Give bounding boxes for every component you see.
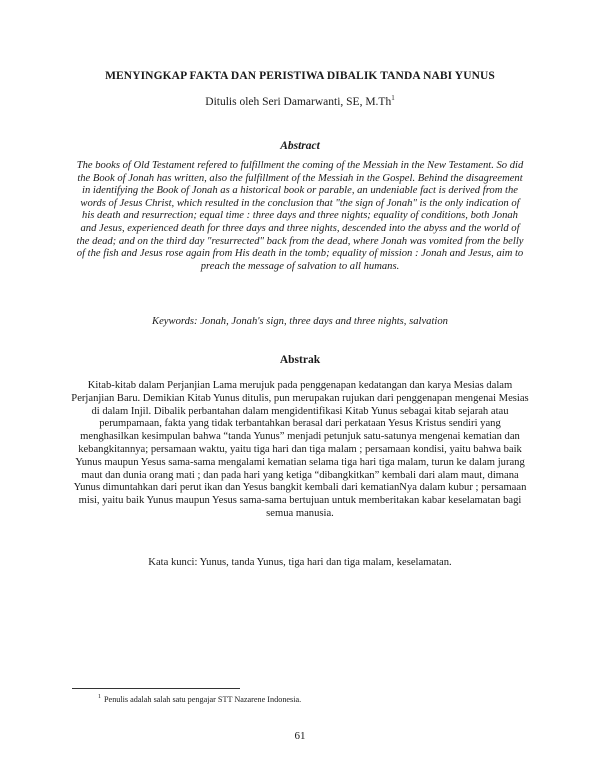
footnote-text: Penulis adalah salah satu pengajar STT Nazarene Indonesia. xyxy=(104,695,302,704)
keywords-id: Kata kunci: Yunus, tanda Yunus, tiga hari dan tiga malam, keselamatan. xyxy=(148,557,452,568)
abstract-heading-en: Abstract xyxy=(280,140,320,152)
abstract-body-id: Kitab-kitab dalam Perjanjian Lama merujuk pada penggenapan kedatangan dan karya Mesias dalam Perjanjian Baru. Demikian Kitab Yunus ditulis, pun merupakan rujukan dari penggenapan mengenai Mesias di dalam Injil. Dibalik perbantahan dalam mengidentifikasi Kitab Yunus sebagai kitab sejarah atau perumpamaan, fakta yang tidak terbantahkan berasal dari perkataan Yesus Kristus sendiri yang menghasilkan kesimpulan bahwa “tanda Yunus” menjadi petunjuk satu-satunya mengenai kematian dan kebangkitannya; persamaan waktu, yaitu tiga hari dan tiga malam ; persamaan kondisi, yaitu bahwa baik Yunus maupun Yesus sama-sama mengalami kematian selama tiga hari tiga malam, turun ke dalam jurang maut dan dunia orang mati ; dan pada hari yang ketiga “dibangkitkan” kembali dari alam maut, dimana Yunus dimuntahkan dari perut ikan dan Yesus bangkit kembali dari kematianNya dalam kubur ; persamaan misi, yaitu baik Yunus maupun Yesus sama-sama bertujuan untuk memberitakan kabar keselamatan bagi semua manusia. xyxy=(71,380,529,519)
page-number: 61 xyxy=(294,730,306,742)
keywords-en: Keywords: Jonah, Jonah's sign, three days and three nights, salvation xyxy=(152,316,448,327)
author-name: Ditulis oleh Seri Damarwanti, SE, M.Th xyxy=(205,96,392,108)
footnote xyxy=(98,695,518,704)
abstract-heading-id: Abstrak xyxy=(279,354,321,366)
footnote-mark: 1 xyxy=(98,694,101,701)
author-line xyxy=(0,96,600,108)
paper-title: MENYINGKAP FAKTA DAN PERISTIWA DIBALIK TANDA NABI YUNUS xyxy=(105,70,495,82)
author-footnote-mark: 1 xyxy=(391,94,395,103)
footnote-divider xyxy=(72,688,240,689)
abstract-body-en: The books of Old Testament refered to fulfillment the coming of the Messiah in the New Testament. So did the Book of Jonah has written, also the fulfillment of the Messiah in the Gospel. Behind the disagreement in identifying the Book of Jonah as a historical book or parable, an undeniable fact is derived from the words of Jesus Christ, which resulted in the conclusion that "the sign of Jonah" is the only indication of his death and resurrection; equal time : three days and three nights; equality of conditions, both Jonah and Jesus, experienced death for three days and three nights, descended into the abyss and the world of the dead; and on the third day "resurrected" back from the dead, where Jonah was vomited from the belly of the fish and Jesus rose again from His death in the tomb; equality of mission : Jonah and Jesus, aim to preach the message of salvation to all humans. xyxy=(76,160,524,272)
